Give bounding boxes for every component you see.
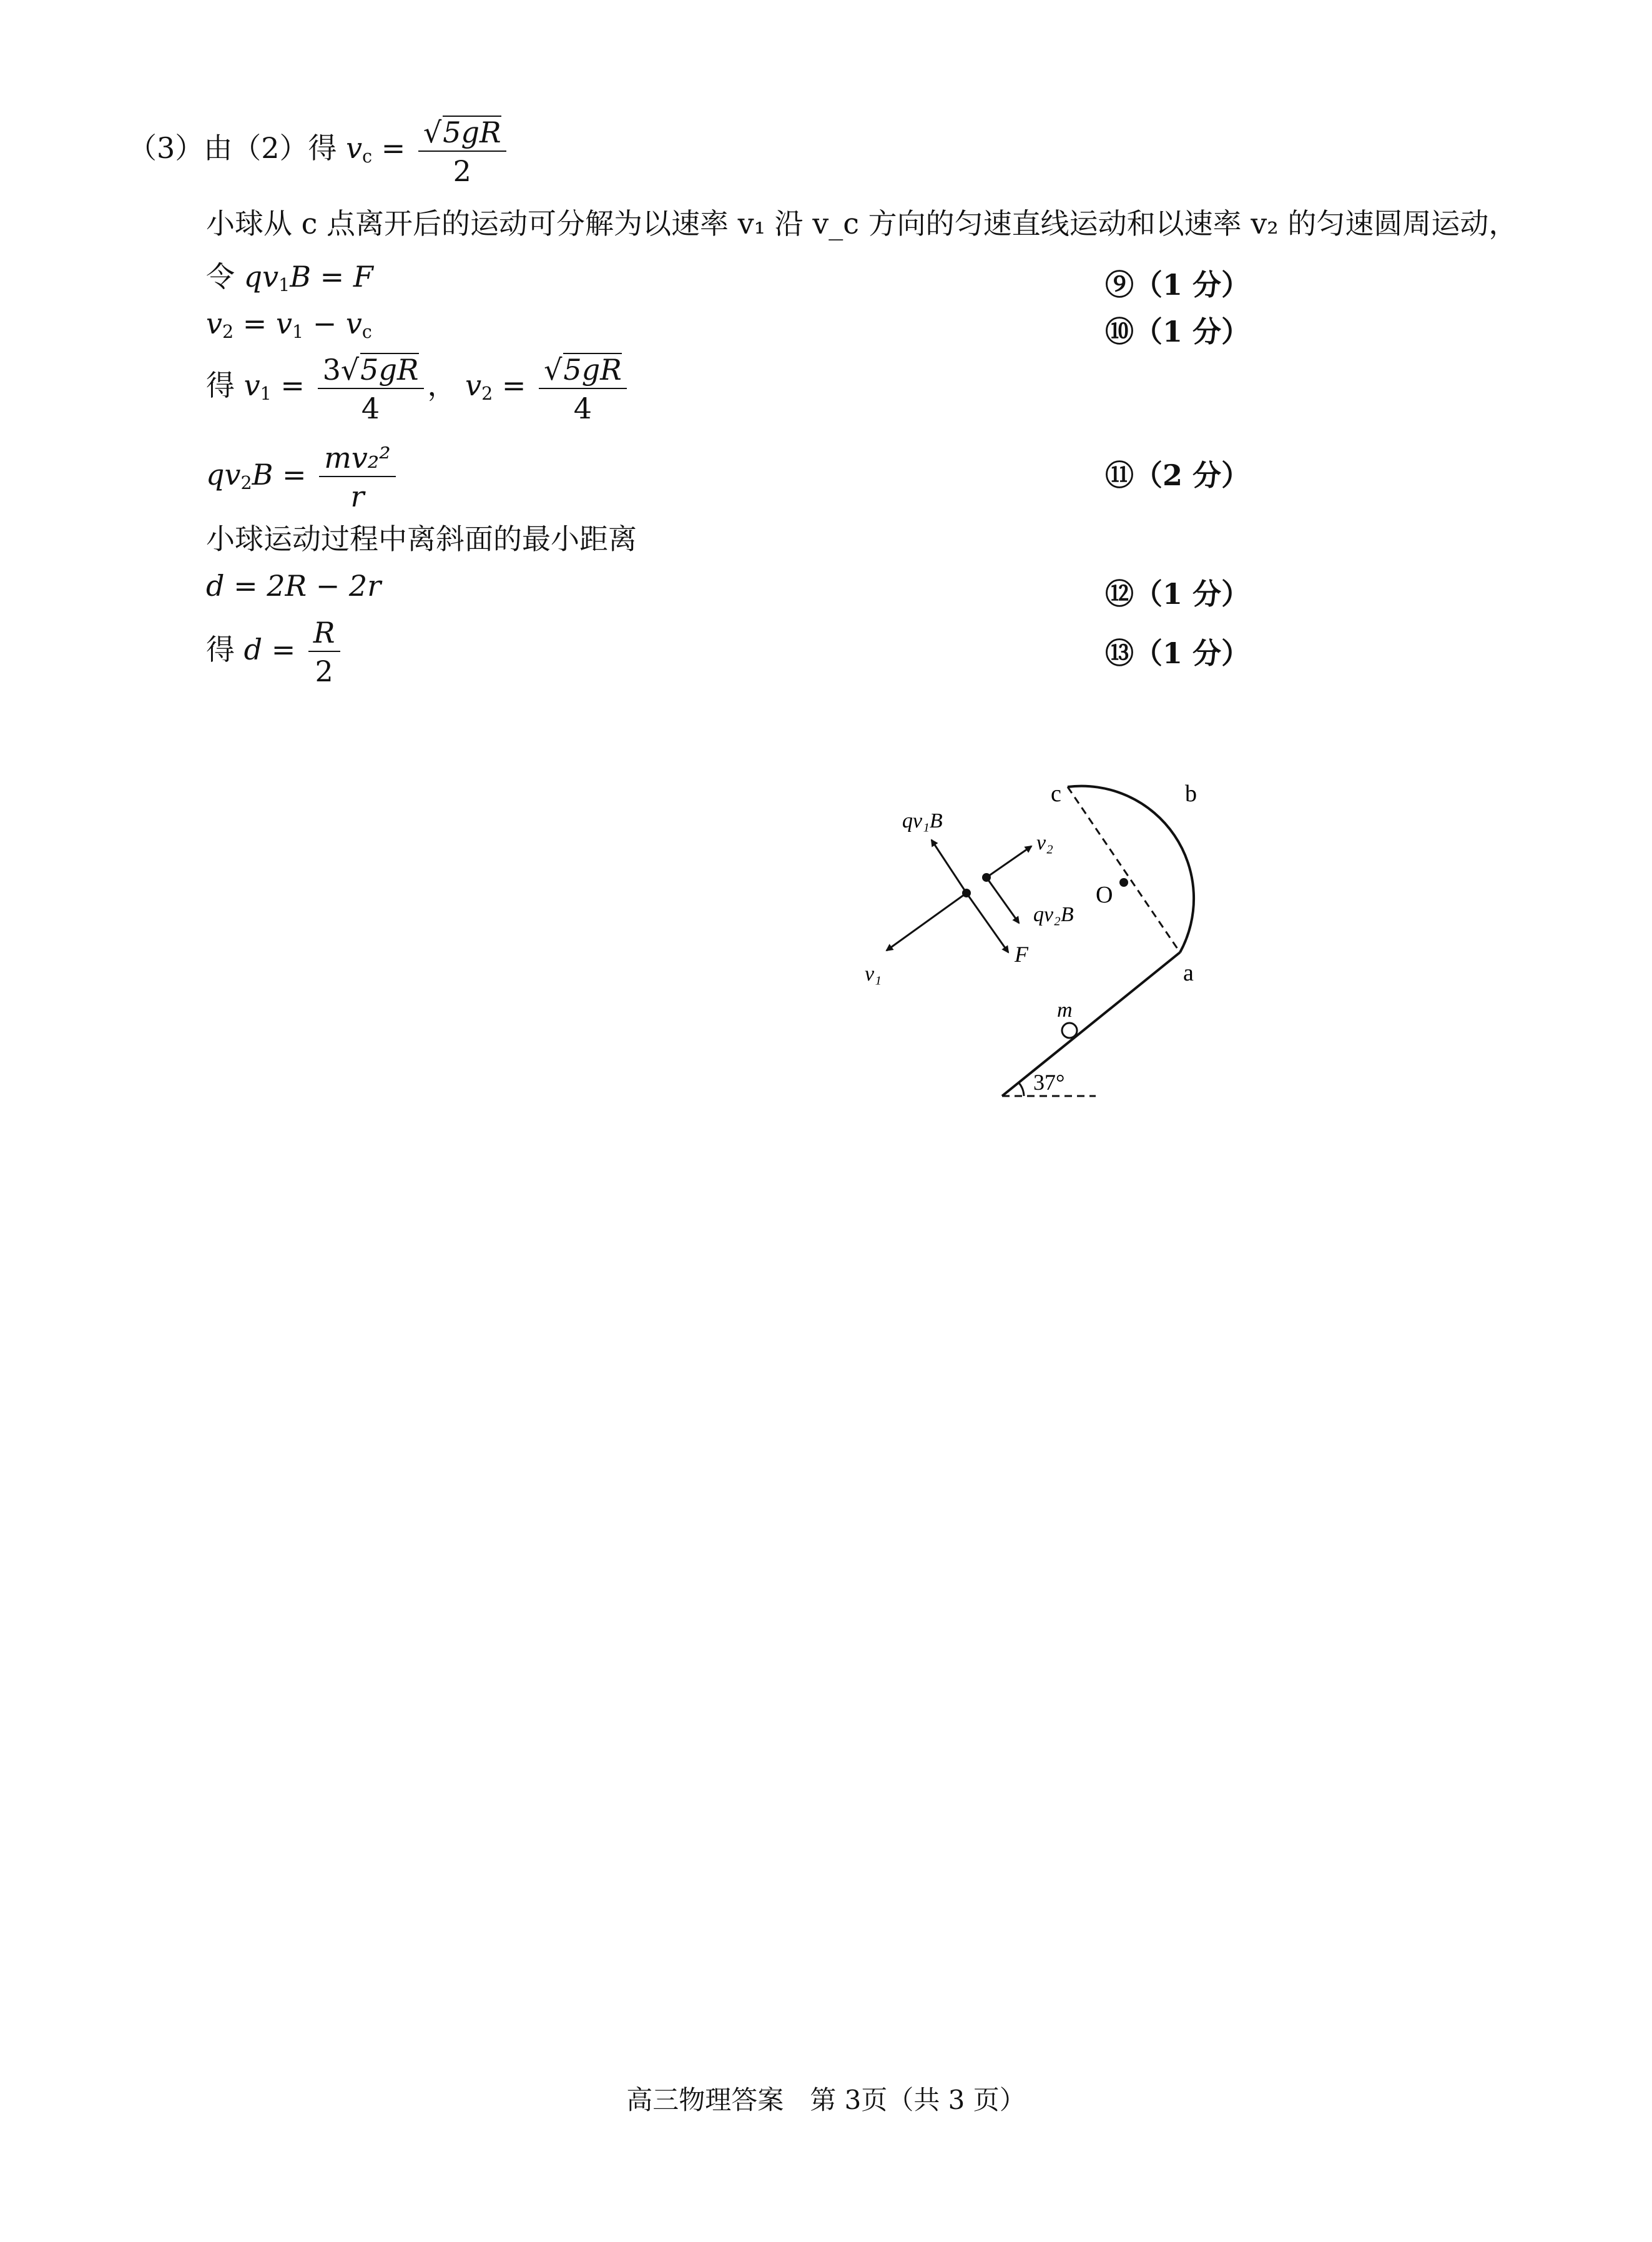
- label-v1: v₁: [865, 962, 882, 985]
- v2-arrow: [986, 846, 1031, 877]
- v1-arrow: [887, 893, 966, 951]
- intro-line: （3）由（2）得 $v_c$ = $\frac{√5gR}{2}$: [128, 116, 510, 185]
- motion-description: 小球从 c 点离开后的运动可分解为以速率 v₁ 沿 v_c 方向的匀速直线运动和以速率 v₂ 的匀速圆周运动，: [206, 207, 1518, 240]
- vc-fraction: $\frac{√5gR}{2}$: [418, 116, 506, 185]
- eq9-prefix: 令: [206, 260, 235, 294]
- v2-fraction: $\frac{√5gR}{4}$: [539, 353, 627, 423]
- ball-m: [1062, 1023, 1077, 1038]
- v1-fraction: $\frac{3√5gR}{4}$: [318, 353, 424, 423]
- score-mark-11: ⑪（2 分）: [1105, 458, 1251, 492]
- physics-figure: [824, 749, 1299, 1112]
- qv1B-arrow: [932, 840, 966, 893]
- diameter-dashed-line: [1068, 787, 1180, 952]
- equation-13: 得 d = $\frac{R}{2}$: [206, 618, 344, 686]
- score-mark-13: ⑬（1 分）: [1105, 636, 1251, 670]
- label-m: m: [1057, 999, 1073, 1022]
- label-b: b: [1185, 781, 1197, 807]
- label-F: F: [1015, 942, 1028, 967]
- label-v2: v₂: [1036, 831, 1053, 854]
- label-qv2B: qv₂B: [1033, 903, 1074, 926]
- label-qv1B: qv₁B: [902, 809, 943, 832]
- velocity-results: 得 $v_1$ = $\frac{3√5gR}{4}$ ， $v_2$ = $\frac{√5gR}{4}$: [206, 353, 631, 423]
- qv2B-arrow: [986, 877, 1019, 923]
- F-arrow: [966, 893, 1008, 952]
- incline-line: [1002, 952, 1180, 1096]
- semicircle-track: [1068, 786, 1194, 952]
- eqv-prefix: 得: [206, 368, 235, 402]
- vc-radicand: 5gR: [443, 116, 501, 149]
- equation-12: d = 2R − 2r: [206, 569, 381, 603]
- equation-10: $v_2 = v_1 - v_c$: [206, 307, 372, 343]
- score-mark-10: ⑩（1 分）: [1105, 315, 1251, 348]
- angle-label: 37°: [1033, 1070, 1065, 1095]
- score-mark-12: ⑫（1 分）: [1105, 577, 1251, 611]
- eq11-fraction: $\frac{\text{mv₂²}}{r}$: [319, 443, 396, 511]
- equation-11: $qv_2B$ = $\frac{\text{mv₂²}}{r}$: [206, 443, 400, 511]
- eq13-fraction: $\frac{R}{2}$: [308, 618, 340, 686]
- intro-prefix: （3）由（2）得: [128, 131, 337, 165]
- angle-arc: [1019, 1083, 1024, 1096]
- page-footer: 高三物理答案 第 3页（共 3 页）: [626, 2085, 1026, 2115]
- min-distance-text: 小球运动过程中离斜面的最小距离: [206, 522, 637, 556]
- vc-denominator: 2: [453, 154, 471, 188]
- score-mark-9: ⑨（1 分）: [1105, 268, 1251, 302]
- label-c: c: [1051, 781, 1061, 807]
- equation-9: 令 $qv_1B = F$: [206, 260, 373, 296]
- label-O: O: [1096, 882, 1113, 908]
- label-a: a: [1183, 960, 1194, 986]
- center-dot-O: [1119, 878, 1128, 887]
